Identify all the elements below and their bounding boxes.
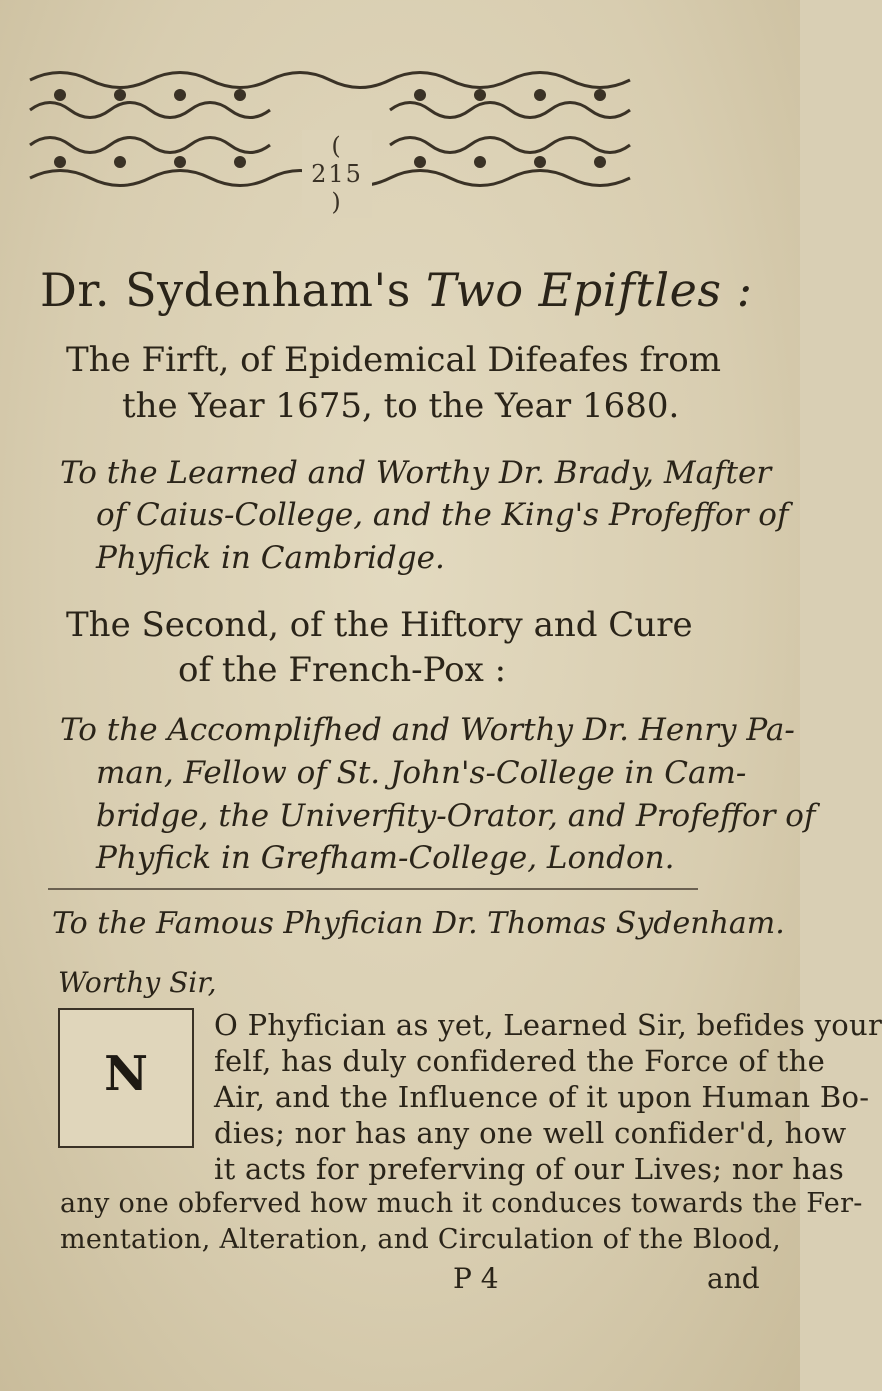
first-dedication-line3: Phyfick in Cambridge. bbox=[96, 540, 445, 576]
body-line-6: any one obferved how much it conduces towards the Fer- bbox=[60, 1188, 863, 1219]
salutation: Worthy Sir, bbox=[58, 966, 217, 999]
first-dedication-line2: of Caius-College, and the King's Profeffor of bbox=[96, 497, 789, 533]
first-epistle-line1: The Firft, of Epidemical Difeafes from bbox=[66, 340, 722, 380]
second-dedication-line2: man, Fellow of St. John's-College in Cam- bbox=[96, 755, 747, 791]
page-title bbox=[40, 263, 753, 317]
address-line: To the Famous Phyfician Dr. Thomas Sydenham. bbox=[52, 906, 785, 941]
second-dedication-line4: Phyfick in Grefham-College, London. bbox=[96, 840, 675, 876]
body-line-3: Air, and the Influence of it upon Human Bo- bbox=[214, 1080, 870, 1114]
divider-rule bbox=[48, 888, 698, 890]
second-dedication-line1: To the Accomplifhed and Worthy Dr. Henry Pa- bbox=[60, 712, 795, 748]
title-dr: Dr. bbox=[40, 263, 110, 317]
body-line-4: dies; nor has any one well confider'd, how bbox=[214, 1116, 847, 1150]
second-dedication-line3: bridge, the Univerfity-Orator, and Profeffor of bbox=[96, 798, 816, 834]
body-line-1: O Phyfician as yet, Learned Sir, befides your bbox=[214, 1008, 882, 1042]
first-epistle-line2: the Year 1675, to the Year 1680. bbox=[122, 386, 680, 426]
initial-letter: N bbox=[104, 1046, 148, 1102]
body-line-7: mentation, Alteration, and Circulation of the Blood, bbox=[60, 1224, 782, 1255]
second-epistle-line2: of the French-Pox : bbox=[178, 650, 507, 690]
signature-mark: P 4 bbox=[453, 1262, 499, 1295]
title-name: Sydenham's bbox=[125, 263, 411, 317]
body-line-2: felf, has duly confidered the Force of the bbox=[214, 1044, 826, 1078]
decorated-initial bbox=[58, 1008, 194, 1148]
page-number: ( 215 ) bbox=[302, 130, 372, 218]
title-rest: Two Epiftles : bbox=[425, 263, 753, 317]
catchword: and bbox=[707, 1262, 760, 1295]
second-epistle-line1: The Second, of the Hiftory and Cure bbox=[66, 605, 693, 645]
first-dedication-line1: To the Learned and Worthy Dr. Brady, Mafter bbox=[60, 455, 772, 491]
body-line-5: it acts for preferving of our Lives; nor has bbox=[214, 1152, 845, 1186]
